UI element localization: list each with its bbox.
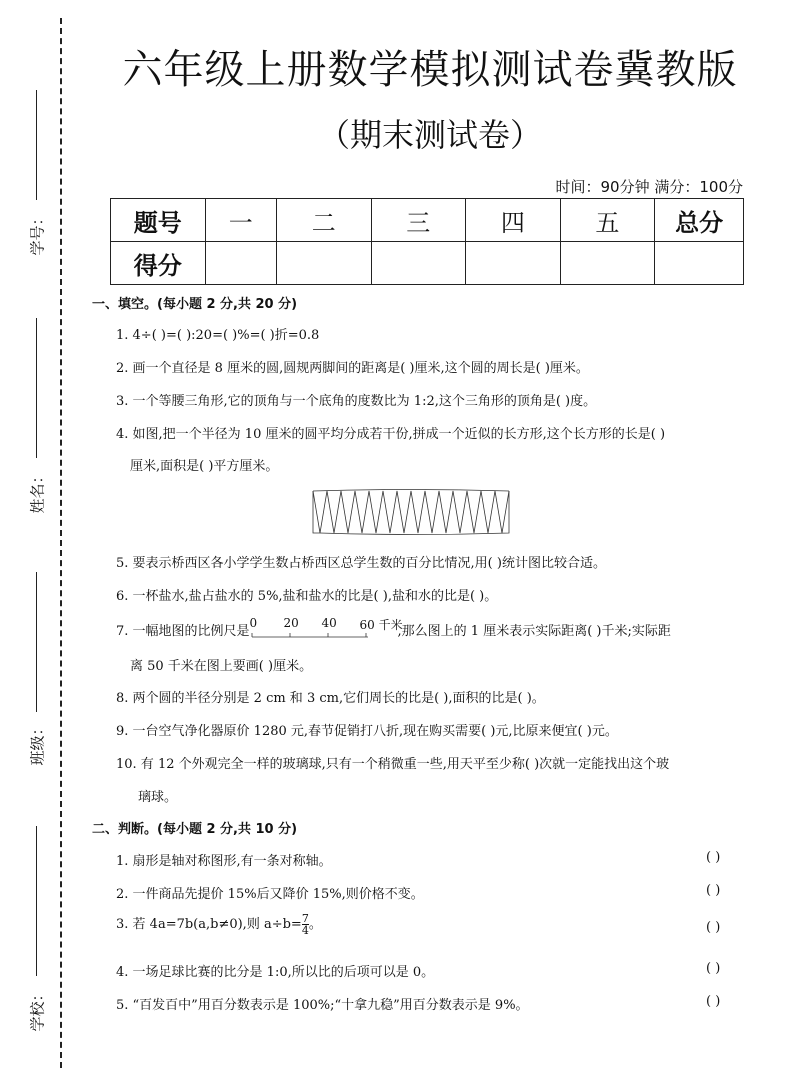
judge-question-4: 4. 一场足球比赛的比分是 1:0,所以比的后项可以是 0。	[116, 965, 435, 980]
scale-label: 20	[283, 615, 299, 630]
answer-paren[interactable]: ( )	[706, 883, 721, 898]
circle-rearrangement-figure	[312, 489, 514, 539]
score-header-cell: 二	[276, 199, 371, 242]
question-1-4-cont: 厘米,面积是( )平方厘米。	[130, 459, 279, 474]
answer-paren[interactable]: ( )	[706, 961, 721, 976]
cut-line	[60, 18, 62, 1068]
score-cell[interactable]	[276, 242, 371, 285]
question-1-10-cont: 璃球。	[138, 790, 178, 805]
score-value-row	[111, 242, 744, 285]
score-header-cell: 三	[371, 199, 466, 242]
judge-question-3-text: 3. 若 4a=7b(a,b≠0),则 a÷b=	[116, 917, 302, 932]
answer-paren[interactable]: ( )	[706, 994, 721, 1009]
score-cell[interactable]	[655, 242, 744, 285]
section-title: 二、判断。(每小题 2 分,共 10 分)	[92, 822, 298, 837]
score-cell[interactable]	[205, 242, 276, 285]
score-cell[interactable]	[560, 242, 655, 285]
student-no-label: 学号：	[28, 210, 47, 256]
answer-paren[interactable]: ( )	[706, 850, 721, 865]
score-header-cell: 题号	[111, 199, 206, 242]
scale-label: 60 千米	[359, 617, 403, 632]
page-subtitle: （期末测试卷）	[317, 116, 542, 154]
answer-paren[interactable]: ( )	[706, 920, 721, 935]
score-cell[interactable]	[466, 242, 561, 285]
score-header-row	[111, 199, 744, 242]
question-1-6: 6. 一杯盐水,盐占盐水的 5%,盐和盐水的比是( ),盐和水的比是( )。	[116, 589, 498, 604]
question-1-2: 2. 画一个直径是 8 厘米的圆,圆规两脚间的距离是( )厘米,这个圆的周长是( )厘米。	[116, 361, 589, 376]
score-header-cell: 四	[466, 199, 561, 242]
name-label: 姓名：	[28, 468, 47, 514]
time-info: 时间：90分钟 满分：100分	[555, 178, 743, 196]
question-1-10: 10. 有 12 个外观完全一样的玻璃球,只有一个稍微重一些,用天平至少称( )次就一定能找出这个玻	[116, 757, 670, 772]
page-title: 六年级上册数学模拟测试卷冀教版	[122, 47, 738, 93]
section-title: 一、填空。(每小题 2 分,共 20 分)	[92, 297, 298, 312]
judge-question-3-end: 。	[308, 917, 322, 932]
school-label: 学校：	[28, 986, 47, 1032]
fraction-denominator: 4	[301, 924, 309, 937]
score-row-label: 得分	[111, 242, 206, 285]
score-table	[110, 198, 744, 285]
score-header-cell: 五	[560, 199, 655, 242]
judge-question-2: 2. 一件商品先提价 15%后又降价 15%,则价格不变。	[116, 887, 424, 902]
scale-label: 0	[249, 615, 258, 630]
question-1-7-text: 7. 一幅地图的比例尺是	[116, 624, 250, 639]
fraction	[302, 913, 309, 936]
question-1-8: 8. 两个圆的半径分别是 2 cm 和 3 cm,它们周长的比是( ),面积的比是( )。	[116, 691, 545, 706]
question-1-3: 3. 一个等腰三角形,它的顶角与一个底角的度数比为 1:2,这个三角形的顶角是( )度。	[116, 394, 597, 409]
judge-question-1: 1. 扇形是轴对称图形,有一条对称轴。	[116, 854, 332, 869]
class-label: 班级：	[28, 720, 47, 766]
question-1-5: 5. 要表示桥西区各小学学生数占桥西区总学生数的百分比情况,用( )统计图比较合适。	[116, 556, 606, 571]
score-header-cell: 总分	[655, 199, 744, 242]
map-scale-bar	[249, 615, 403, 642]
judge-question-5: 5. “百发百中”用百分数表示是 100%;“十拿九稳”用百分数表示是 9%。	[116, 998, 529, 1013]
question-1-4: 4. 如图,把一个半径为 10 厘米的圆平均分成若干份,拼成一个近似的长方形,这个长方形的长是( )	[116, 427, 666, 442]
judge-question-3	[116, 913, 322, 936]
question-1-1: 1. 4÷( )=( ):20=( )%=( )折=0.8	[116, 328, 320, 343]
question-1-7-text-cont: ,那么图上的 1 厘米表示实际距离( )千米;实际距	[397, 624, 671, 639]
score-header-cell: 一	[205, 199, 276, 242]
binding-margin	[0, 0, 70, 1072]
question-1-7-cont: 离 50 千米在图上要画( )厘米。	[130, 659, 313, 674]
scale-label: 40	[321, 615, 337, 630]
fraction-numerator: 7	[301, 912, 309, 925]
question-1-7	[116, 615, 671, 642]
score-cell[interactable]	[371, 242, 466, 285]
question-1-9: 9. 一台空气净化器原价 1280 元,春节促销打八折,现在购买需要( )元,比原来便宜( )元。	[116, 724, 618, 739]
